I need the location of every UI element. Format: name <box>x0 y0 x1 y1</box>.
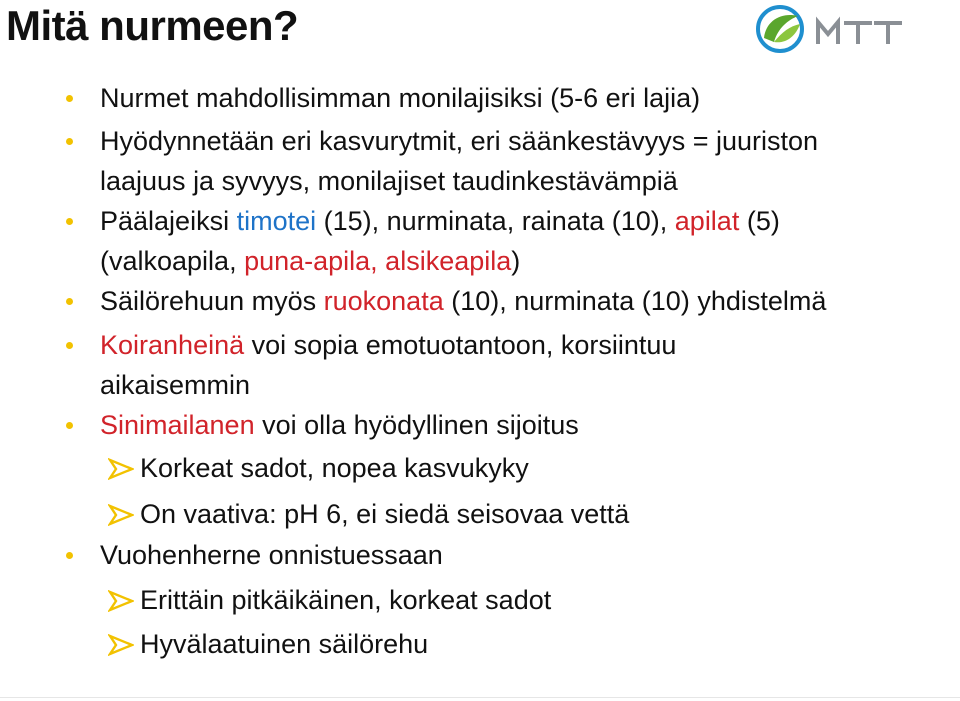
arrow-bullet-icon <box>108 458 134 480</box>
highlighted-term: apilat <box>674 206 740 236</box>
bullet-text: (5) <box>739 206 780 236</box>
mtt-logo-icon <box>752 2 922 56</box>
bullet-line <box>100 78 700 118</box>
bullet-text: voi sopia emotuotantoon, korsiintuu <box>244 330 677 360</box>
arrow-bullet-icon <box>108 634 134 656</box>
bullet-line <box>100 161 678 201</box>
footer-divider <box>0 697 960 698</box>
sub-bullet-text: Erittäin pitkäikäinen, korkeat sadot <box>140 585 552 615</box>
highlighted-term: timotei <box>236 206 317 236</box>
round-dot-icon <box>66 138 73 145</box>
bullet-text: laajuus ja syvyys, monilajiset taudinkestävämpiä <box>100 166 678 196</box>
round-dot-icon <box>66 298 73 305</box>
bullet-text: (valkoapila, <box>100 246 245 276</box>
highlighted-term: Koiranheinä <box>100 330 245 360</box>
bullet-text: ) <box>511 246 521 276</box>
bullet-line <box>100 201 780 241</box>
bullet-text: (10), nurminata (10) yhdistelmä <box>443 286 827 316</box>
highlighted-term: Sinimailanen <box>100 410 255 440</box>
sub-bullet-text: Hyvälaatuinen säilörehu <box>140 629 429 659</box>
bullet-text: Nurmet mahdollisimman monilajisiksi (5-6 eri lajia) <box>100 83 701 113</box>
bullet-line <box>100 241 520 281</box>
logo-text: MTT <box>752 2 755 3</box>
slide-title: Mitä nurmeen? <box>6 2 299 49</box>
bullet-line <box>100 121 818 161</box>
bullet-line <box>100 281 826 321</box>
sub-bullet-text: On vaativa: pH 6, ei siedä seisovaa vettä <box>140 499 630 529</box>
round-dot-icon <box>66 422 73 429</box>
bullet-text: voi olla hyödyllinen sijoitus <box>254 410 579 440</box>
sub-bullet-text: Korkeat sadot, nopea kasvukyky <box>140 453 529 483</box>
highlighted-term: puna-apila, alsikeapila <box>244 246 512 276</box>
bullet-text: aikaisemmin <box>100 370 251 400</box>
round-dot-icon <box>66 218 73 225</box>
arrow-bullet-icon <box>108 504 134 526</box>
bullet-line <box>100 365 250 405</box>
bullet-line <box>100 535 443 575</box>
bullet-line <box>100 325 676 365</box>
highlighted-term: ruokonata <box>323 286 444 316</box>
bullet-text: Vuohenherne onnistuessaan <box>100 540 443 570</box>
round-dot-icon <box>66 552 73 559</box>
bullet-text: Hyödynnetään eri kasvurytmit, eri säänkestävyys = juuriston <box>100 126 819 156</box>
bullet-line <box>100 405 579 445</box>
round-dot-icon <box>66 95 73 102</box>
mtt-logo <box>752 2 922 56</box>
arrow-bullet-icon <box>108 590 134 612</box>
round-dot-icon <box>66 342 73 349</box>
bullet-text: Päälajeiksi <box>100 206 237 236</box>
bullet-text: (15), nurminata, rainata (10), <box>316 206 675 236</box>
bullet-text: Säilörehuun myös <box>100 286 324 316</box>
